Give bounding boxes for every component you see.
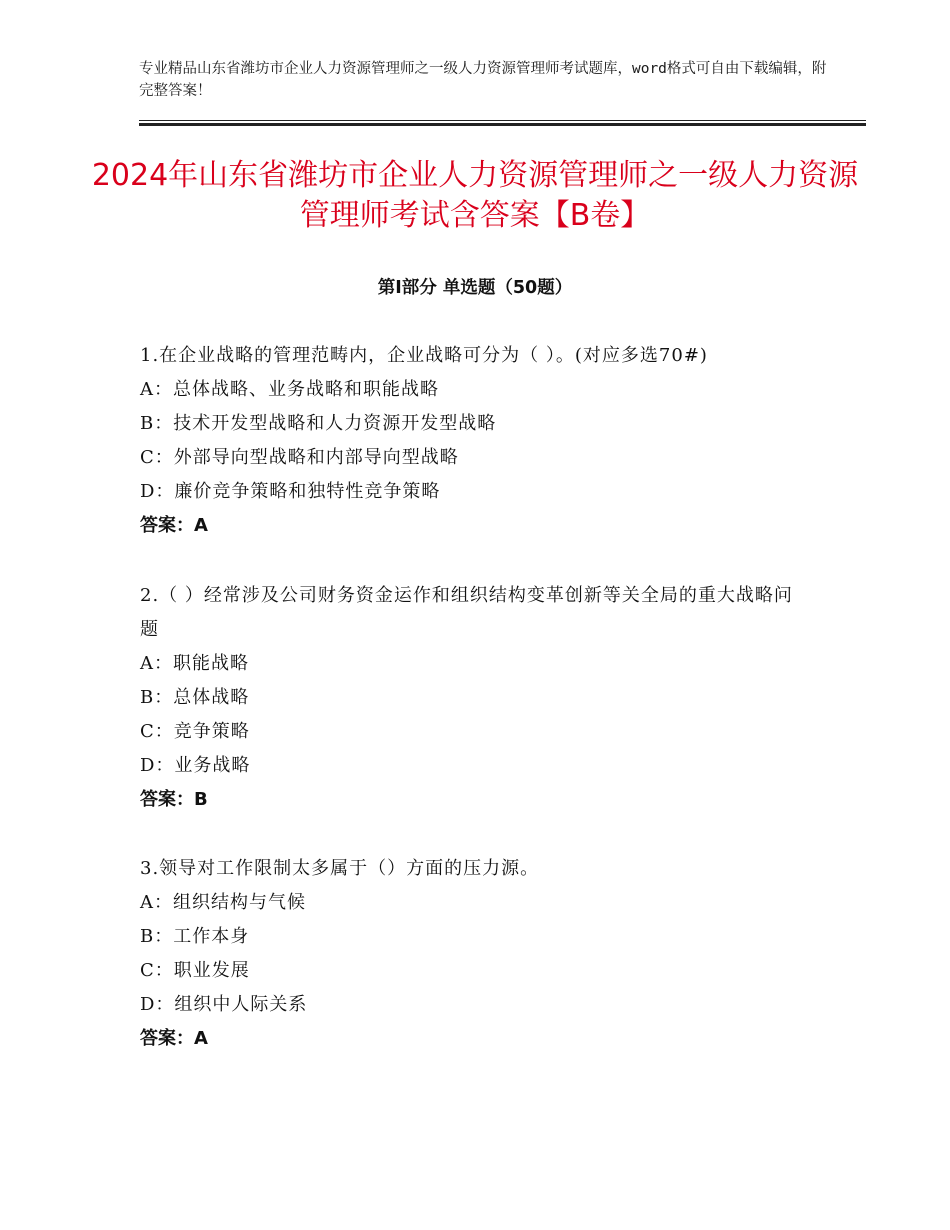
option-c: C：职业发展	[140, 960, 250, 981]
question-2	[140, 579, 820, 817]
header-note: 专业精品山东省潍坊市企业人力资源管理师之一级人力资源管理师考试题库，word格式可自由下载编辑，附完整答案！	[139, 61, 827, 99]
option-a: A：总体战略、业务战略和职能战略	[140, 379, 439, 400]
option-a: A：组织结构与气候	[140, 892, 306, 913]
answer: 答案：A	[140, 515, 208, 536]
option-a: A：职能战略	[140, 653, 249, 674]
option-d: D：业务战略	[140, 755, 251, 776]
question-stem: 2.（ ）经常涉及公司财务资金运作和组织结构变革创新等关全局的重大战略问题	[140, 585, 793, 640]
header-rule-thick	[139, 123, 866, 126]
option-b: B：工作本身	[140, 926, 250, 947]
header-rule-thin	[139, 120, 866, 121]
answer: 答案：A	[140, 1028, 208, 1049]
question-stem: 1.在企业战略的管理范畴内，企业战略可分为（ ）。(对应多选70#)	[140, 345, 708, 366]
document-title: 2024年山东省潍坊市企业人力资源管理师之一级人力资源管理师考试含答案【B卷】	[91, 158, 859, 233]
option-c: C：外部导向型战略和内部导向型战略	[140, 447, 459, 468]
question-1	[140, 339, 820, 543]
option-b: B：总体战略	[140, 687, 250, 708]
question-stem: 3.领导对工作限制太多属于（）方面的压力源。	[140, 858, 540, 879]
option-b: B：技术开发型战略和人力资源开发型战略	[140, 413, 497, 434]
option-c: C：竞争策略	[140, 721, 250, 742]
section-title: 第Ⅰ部分 单选题（50题）	[377, 278, 573, 298]
question-3	[140, 852, 820, 1056]
option-d: D：廉价竞争策略和独特性竞争策略	[140, 481, 441, 502]
answer: 答案：B	[140, 789, 208, 810]
option-d: D：组织中人际关系	[140, 994, 308, 1015]
